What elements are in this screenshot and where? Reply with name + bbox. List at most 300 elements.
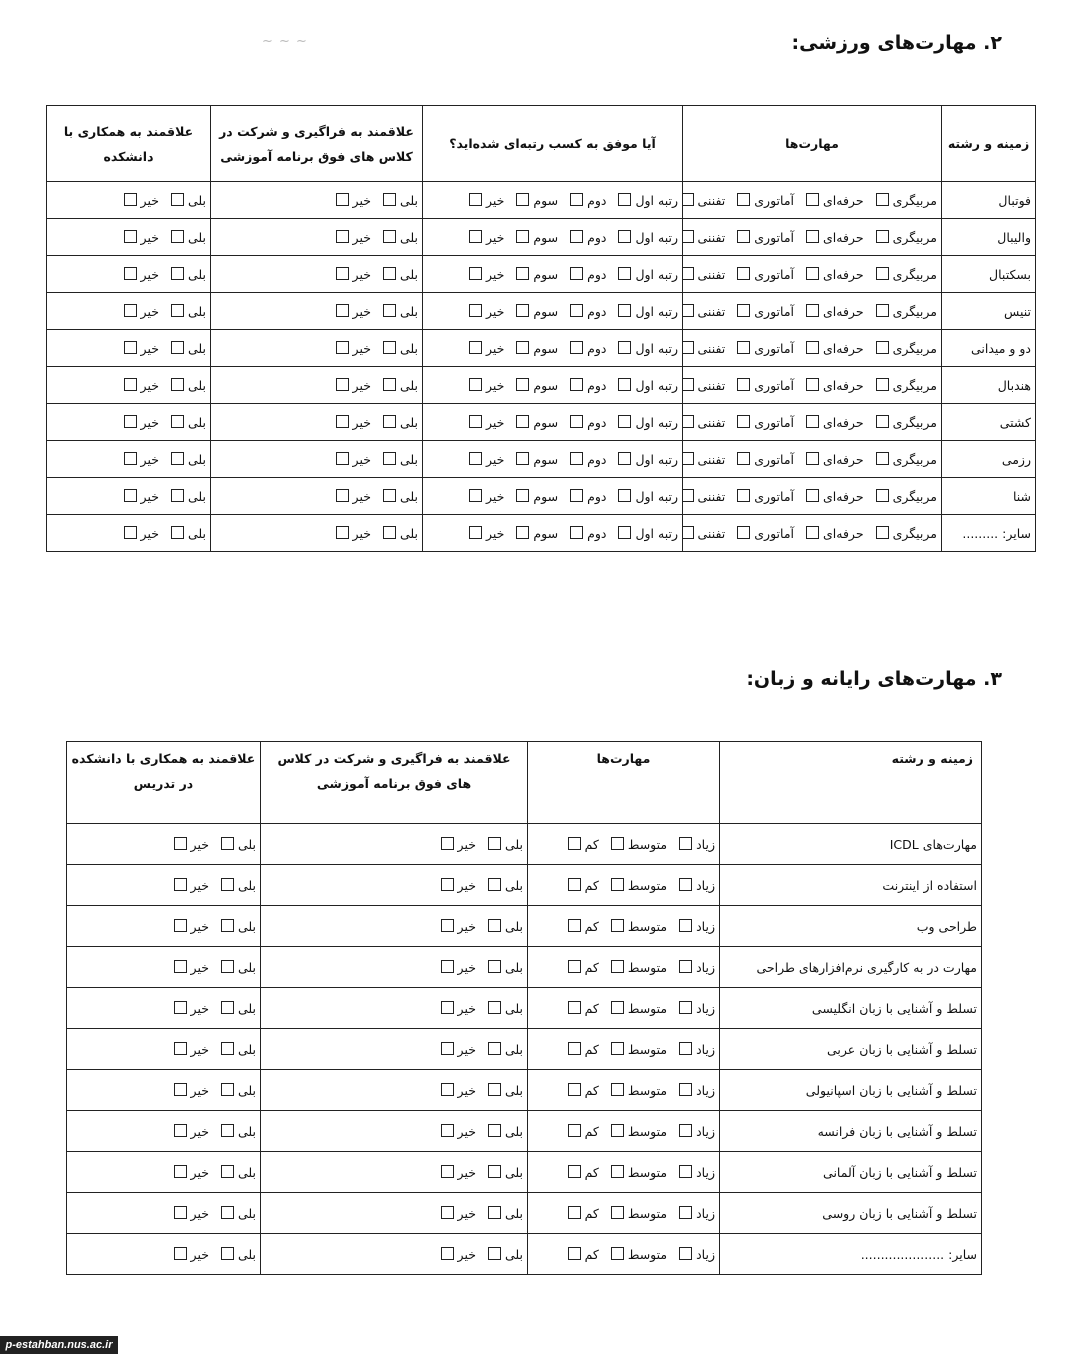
training-yesno-option[interactable] (381, 341, 418, 356)
rank-checkbox[interactable] (570, 526, 583, 539)
training-yesno-option[interactable] (334, 230, 371, 245)
proficiency-checkbox[interactable] (679, 837, 692, 850)
skill-level-checkbox[interactable] (683, 526, 694, 539)
cooperation-yesno-option[interactable] (172, 837, 209, 852)
skill-level-option[interactable] (874, 230, 937, 245)
rank-option[interactable] (616, 193, 678, 208)
rank-option[interactable] (568, 304, 606, 319)
cooperation-yesno-checkbox[interactable] (174, 919, 187, 932)
rank-checkbox[interactable] (516, 526, 529, 539)
rank-option[interactable] (514, 267, 558, 282)
rank-checkbox[interactable] (516, 341, 529, 354)
proficiency-option[interactable] (566, 1165, 599, 1180)
skill-level-checkbox[interactable] (876, 341, 889, 354)
rank-option[interactable] (616, 304, 678, 319)
skill-level-checkbox[interactable] (683, 341, 694, 354)
cooperation-yesno-checkbox[interactable] (171, 452, 184, 465)
training-yesno-checkbox[interactable] (488, 1165, 501, 1178)
cooperation-yesno-option[interactable] (169, 415, 206, 430)
skill-level-option[interactable] (874, 452, 937, 467)
cooperation-yesno-option[interactable] (169, 452, 206, 467)
training-yesno-option[interactable] (439, 1001, 476, 1016)
training-yesno-option[interactable] (486, 1247, 523, 1262)
skill-level-checkbox[interactable] (806, 452, 819, 465)
skill-level-checkbox[interactable] (806, 193, 819, 206)
cooperation-yesno-checkbox[interactable] (174, 1247, 187, 1260)
proficiency-option[interactable] (677, 1206, 715, 1221)
skill-level-option[interactable] (683, 267, 726, 282)
rank-option[interactable] (616, 526, 678, 541)
training-yesno-checkbox[interactable] (488, 1124, 501, 1137)
cooperation-yesno-checkbox[interactable] (124, 304, 137, 317)
training-yesno-option[interactable] (381, 267, 418, 282)
cooperation-yesno-option[interactable] (122, 341, 159, 356)
proficiency-checkbox[interactable] (611, 919, 624, 932)
proficiency-option[interactable] (609, 1165, 667, 1180)
cooperation-yesno-option[interactable] (219, 1165, 256, 1180)
cooperation-yesno-option[interactable] (172, 960, 209, 975)
training-yesno-option[interactable] (381, 526, 418, 541)
rank-checkbox[interactable] (618, 452, 631, 465)
training-yesno-checkbox[interactable] (383, 304, 396, 317)
training-yesno-option[interactable] (381, 230, 418, 245)
skill-level-option[interactable] (874, 304, 937, 319)
skill-level-checkbox[interactable] (876, 452, 889, 465)
rank-checkbox[interactable] (618, 230, 631, 243)
skill-level-checkbox[interactable] (737, 230, 750, 243)
skill-level-checkbox[interactable] (806, 341, 819, 354)
training-yesno-option[interactable] (439, 1206, 476, 1221)
training-yesno-option[interactable] (486, 837, 523, 852)
proficiency-option[interactable] (609, 1247, 667, 1262)
skill-level-option[interactable] (874, 378, 937, 393)
rank-option[interactable] (514, 341, 558, 356)
training-yesno-checkbox[interactable] (383, 452, 396, 465)
training-yesno-option[interactable] (439, 1247, 476, 1262)
cooperation-yesno-checkbox[interactable] (171, 378, 184, 391)
skill-level-checkbox[interactable] (806, 230, 819, 243)
proficiency-checkbox[interactable] (611, 1165, 624, 1178)
proficiency-checkbox[interactable] (568, 1247, 581, 1260)
cooperation-yesno-checkbox[interactable] (174, 878, 187, 891)
rank-checkbox[interactable] (618, 193, 631, 206)
proficiency-checkbox[interactable] (611, 960, 624, 973)
proficiency-option[interactable] (566, 1042, 599, 1057)
rank-option[interactable] (568, 526, 606, 541)
skill-level-checkbox[interactable] (683, 193, 694, 206)
proficiency-option[interactable] (609, 878, 667, 893)
skill-level-checkbox[interactable] (876, 193, 889, 206)
training-yesno-option[interactable] (381, 378, 418, 393)
cooperation-yesno-checkbox[interactable] (171, 489, 184, 502)
training-yesno-option[interactable] (486, 1042, 523, 1057)
cooperation-yesno-option[interactable] (169, 267, 206, 282)
cooperation-yesno-checkbox[interactable] (221, 1165, 234, 1178)
proficiency-checkbox[interactable] (679, 1001, 692, 1014)
cooperation-yesno-option[interactable] (172, 878, 209, 893)
skill-level-option[interactable] (735, 341, 794, 356)
proficiency-checkbox[interactable] (679, 878, 692, 891)
proficiency-checkbox[interactable] (568, 1124, 581, 1137)
rank-checkbox[interactable] (570, 267, 583, 280)
proficiency-option[interactable] (566, 1206, 599, 1221)
proficiency-option[interactable] (677, 1165, 715, 1180)
cooperation-yesno-checkbox[interactable] (174, 1083, 187, 1096)
rank-checkbox[interactable] (516, 267, 529, 280)
proficiency-checkbox[interactable] (568, 837, 581, 850)
rank-checkbox[interactable] (469, 193, 482, 206)
cooperation-yesno-checkbox[interactable] (124, 378, 137, 391)
training-yesno-checkbox[interactable] (441, 919, 454, 932)
skill-level-checkbox[interactable] (876, 415, 889, 428)
cooperation-yesno-checkbox[interactable] (221, 1083, 234, 1096)
cooperation-yesno-option[interactable] (219, 1124, 256, 1139)
skill-level-checkbox[interactable] (876, 489, 889, 502)
cooperation-yesno-checkbox[interactable] (221, 1042, 234, 1055)
rank-checkbox[interactable] (469, 526, 482, 539)
training-yesno-option[interactable] (486, 878, 523, 893)
skill-level-option[interactable] (874, 341, 937, 356)
skill-level-option[interactable] (683, 378, 726, 393)
proficiency-checkbox[interactable] (568, 1165, 581, 1178)
skill-level-checkbox[interactable] (876, 526, 889, 539)
skill-level-option[interactable] (683, 304, 726, 319)
rank-checkbox[interactable] (618, 489, 631, 502)
training-yesno-checkbox[interactable] (441, 1001, 454, 1014)
rank-option[interactable] (467, 341, 504, 356)
training-yesno-checkbox[interactable] (383, 415, 396, 428)
skill-level-checkbox[interactable] (737, 526, 750, 539)
training-yesno-checkbox[interactable] (488, 878, 501, 891)
cooperation-yesno-option[interactable] (169, 489, 206, 504)
proficiency-option[interactable] (609, 1001, 667, 1016)
cooperation-yesno-option[interactable] (169, 378, 206, 393)
training-yesno-checkbox[interactable] (488, 1083, 501, 1096)
rank-option[interactable] (568, 193, 606, 208)
rank-option[interactable] (616, 415, 678, 430)
training-yesno-option[interactable] (381, 415, 418, 430)
skill-level-option[interactable] (735, 526, 794, 541)
cooperation-yesno-option[interactable] (122, 267, 159, 282)
skill-level-checkbox[interactable] (737, 304, 750, 317)
rank-checkbox[interactable] (469, 415, 482, 428)
cooperation-yesno-option[interactable] (219, 1206, 256, 1221)
skill-level-option[interactable] (804, 230, 864, 245)
training-yesno-checkbox[interactable] (441, 1165, 454, 1178)
cooperation-yesno-checkbox[interactable] (221, 878, 234, 891)
proficiency-checkbox[interactable] (568, 878, 581, 891)
cooperation-yesno-option[interactable] (169, 341, 206, 356)
rank-option[interactable] (467, 193, 504, 208)
cooperation-yesno-option[interactable] (122, 230, 159, 245)
training-yesno-checkbox[interactable] (336, 267, 349, 280)
training-yesno-option[interactable] (381, 489, 418, 504)
rank-checkbox[interactable] (469, 341, 482, 354)
training-yesno-checkbox[interactable] (383, 193, 396, 206)
skill-level-checkbox[interactable] (806, 267, 819, 280)
cooperation-yesno-option[interactable] (219, 960, 256, 975)
training-yesno-option[interactable] (334, 304, 371, 319)
rank-option[interactable] (568, 489, 606, 504)
skill-level-option[interactable] (735, 267, 794, 282)
skill-level-option[interactable] (735, 378, 794, 393)
proficiency-checkbox[interactable] (679, 1206, 692, 1219)
cooperation-yesno-checkbox[interactable] (174, 1042, 187, 1055)
cooperation-yesno-checkbox[interactable] (221, 837, 234, 850)
proficiency-checkbox[interactable] (611, 1206, 624, 1219)
skill-level-option[interactable] (804, 415, 864, 430)
training-yesno-option[interactable] (486, 1165, 523, 1180)
rank-option[interactable] (514, 526, 558, 541)
training-yesno-option[interactable] (334, 378, 371, 393)
proficiency-checkbox[interactable] (568, 1042, 581, 1055)
training-yesno-checkbox[interactable] (441, 1124, 454, 1137)
training-yesno-checkbox[interactable] (336, 489, 349, 502)
skill-level-option[interactable] (804, 341, 864, 356)
proficiency-option[interactable] (566, 1247, 599, 1262)
cooperation-yesno-option[interactable] (122, 526, 159, 541)
cooperation-yesno-option[interactable] (172, 1165, 209, 1180)
training-yesno-checkbox[interactable] (336, 230, 349, 243)
rank-option[interactable] (616, 230, 678, 245)
proficiency-option[interactable] (609, 1042, 667, 1057)
rank-option[interactable] (514, 415, 558, 430)
training-yesno-option[interactable] (439, 1042, 476, 1057)
cooperation-yesno-checkbox[interactable] (221, 1124, 234, 1137)
training-yesno-option[interactable] (334, 415, 371, 430)
skill-level-checkbox[interactable] (683, 452, 694, 465)
training-yesno-checkbox[interactable] (488, 1042, 501, 1055)
skill-level-option[interactable] (735, 415, 794, 430)
cooperation-yesno-option[interactable] (219, 1042, 256, 1057)
training-yesno-option[interactable] (439, 919, 476, 934)
training-yesno-option[interactable] (334, 452, 371, 467)
skill-level-option[interactable] (804, 267, 864, 282)
cooperation-yesno-checkbox[interactable] (174, 837, 187, 850)
training-yesno-option[interactable] (334, 526, 371, 541)
proficiency-option[interactable] (566, 960, 599, 975)
training-yesno-checkbox[interactable] (441, 1247, 454, 1260)
cooperation-yesno-option[interactable] (219, 878, 256, 893)
proficiency-option[interactable] (566, 878, 599, 893)
cooperation-yesno-checkbox[interactable] (171, 304, 184, 317)
cooperation-yesno-checkbox[interactable] (124, 452, 137, 465)
proficiency-option[interactable] (677, 1042, 715, 1057)
skill-level-option[interactable] (683, 230, 726, 245)
rank-checkbox[interactable] (618, 378, 631, 391)
skill-level-checkbox[interactable] (806, 526, 819, 539)
rank-checkbox[interactable] (570, 341, 583, 354)
skill-level-option[interactable] (874, 526, 937, 541)
skill-level-checkbox[interactable] (683, 378, 694, 391)
training-yesno-checkbox[interactable] (336, 378, 349, 391)
cooperation-yesno-option[interactable] (219, 1083, 256, 1098)
skill-level-option[interactable] (804, 304, 864, 319)
rank-checkbox[interactable] (618, 304, 631, 317)
proficiency-option[interactable] (609, 960, 667, 975)
proficiency-option[interactable] (609, 1124, 667, 1139)
rank-checkbox[interactable] (469, 452, 482, 465)
skill-level-option[interactable] (683, 341, 726, 356)
cooperation-yesno-checkbox[interactable] (124, 415, 137, 428)
cooperation-yesno-checkbox[interactable] (171, 341, 184, 354)
rank-checkbox[interactable] (570, 452, 583, 465)
skill-level-checkbox[interactable] (876, 267, 889, 280)
cooperation-yesno-checkbox[interactable] (174, 1001, 187, 1014)
training-yesno-option[interactable] (381, 193, 418, 208)
training-yesno-option[interactable] (486, 1206, 523, 1221)
cooperation-yesno-option[interactable] (172, 1206, 209, 1221)
rank-checkbox[interactable] (570, 230, 583, 243)
training-yesno-checkbox[interactable] (336, 415, 349, 428)
training-yesno-checkbox[interactable] (488, 1247, 501, 1260)
cooperation-yesno-option[interactable] (169, 526, 206, 541)
skill-level-checkbox[interactable] (806, 415, 819, 428)
rank-option[interactable] (467, 526, 504, 541)
cooperation-yesno-option[interactable] (172, 1247, 209, 1262)
training-yesno-checkbox[interactable] (383, 489, 396, 502)
training-yesno-option[interactable] (381, 452, 418, 467)
cooperation-yesno-checkbox[interactable] (171, 193, 184, 206)
training-yesno-checkbox[interactable] (488, 837, 501, 850)
proficiency-option[interactable] (566, 837, 599, 852)
training-yesno-checkbox[interactable] (441, 960, 454, 973)
skill-level-checkbox[interactable] (876, 304, 889, 317)
rank-option[interactable] (514, 193, 558, 208)
training-yesno-option[interactable] (439, 1124, 476, 1139)
training-yesno-checkbox[interactable] (336, 341, 349, 354)
training-yesno-checkbox[interactable] (441, 837, 454, 850)
training-yesno-checkbox[interactable] (488, 1001, 501, 1014)
skill-level-option[interactable] (874, 267, 937, 282)
training-yesno-checkbox[interactable] (383, 341, 396, 354)
skill-level-checkbox[interactable] (683, 304, 694, 317)
skill-level-option[interactable] (874, 193, 937, 208)
cooperation-yesno-option[interactable] (172, 919, 209, 934)
cooperation-yesno-option[interactable] (219, 837, 256, 852)
proficiency-checkbox[interactable] (568, 1001, 581, 1014)
rank-option[interactable] (467, 452, 504, 467)
skill-level-option[interactable] (735, 193, 794, 208)
training-yesno-option[interactable] (486, 1083, 523, 1098)
rank-option[interactable] (616, 267, 678, 282)
rank-checkbox[interactable] (570, 378, 583, 391)
skill-level-checkbox[interactable] (737, 415, 750, 428)
training-yesno-checkbox[interactable] (488, 919, 501, 932)
skill-level-checkbox[interactable] (876, 378, 889, 391)
cooperation-yesno-checkbox[interactable] (124, 341, 137, 354)
skill-level-checkbox[interactable] (737, 452, 750, 465)
rank-checkbox[interactable] (469, 230, 482, 243)
rank-checkbox[interactable] (516, 415, 529, 428)
cooperation-yesno-checkbox[interactable] (171, 230, 184, 243)
rank-option[interactable] (514, 230, 558, 245)
training-yesno-option[interactable] (439, 1165, 476, 1180)
cooperation-yesno-checkbox[interactable] (124, 193, 137, 206)
training-yesno-option[interactable] (334, 267, 371, 282)
cooperation-yesno-checkbox[interactable] (221, 1001, 234, 1014)
cooperation-yesno-checkbox[interactable] (124, 267, 137, 280)
cooperation-yesno-checkbox[interactable] (221, 960, 234, 973)
cooperation-yesno-checkbox[interactable] (124, 526, 137, 539)
rank-option[interactable] (568, 452, 606, 467)
skill-level-option[interactable] (683, 452, 726, 467)
training-yesno-checkbox[interactable] (441, 1083, 454, 1096)
proficiency-option[interactable] (677, 919, 715, 934)
proficiency-checkbox[interactable] (568, 919, 581, 932)
training-yesno-checkbox[interactable] (336, 304, 349, 317)
skill-level-option[interactable] (804, 489, 864, 504)
cooperation-yesno-checkbox[interactable] (221, 919, 234, 932)
cooperation-yesno-checkbox[interactable] (124, 489, 137, 502)
rank-option[interactable] (616, 489, 678, 504)
rank-option[interactable] (568, 267, 606, 282)
skill-level-option[interactable] (874, 489, 937, 504)
training-yesno-checkbox[interactable] (383, 378, 396, 391)
skill-level-option[interactable] (804, 193, 864, 208)
proficiency-checkbox[interactable] (611, 878, 624, 891)
training-yesno-option[interactable] (334, 193, 371, 208)
proficiency-option[interactable] (609, 919, 667, 934)
cooperation-yesno-checkbox[interactable] (171, 526, 184, 539)
proficiency-option[interactable] (677, 837, 715, 852)
rank-checkbox[interactable] (618, 415, 631, 428)
rank-option[interactable] (467, 378, 504, 393)
training-yesno-option[interactable] (381, 304, 418, 319)
rank-option[interactable] (568, 378, 606, 393)
training-yesno-checkbox[interactable] (441, 1042, 454, 1055)
skill-level-checkbox[interactable] (683, 489, 694, 502)
proficiency-option[interactable] (566, 1124, 599, 1139)
rank-option[interactable] (616, 452, 678, 467)
rank-checkbox[interactable] (469, 489, 482, 502)
cooperation-yesno-option[interactable] (172, 1042, 209, 1057)
proficiency-checkbox[interactable] (568, 1083, 581, 1096)
proficiency-option[interactable] (566, 1001, 599, 1016)
cooperation-yesno-option[interactable] (122, 415, 159, 430)
rank-checkbox[interactable] (570, 193, 583, 206)
cooperation-yesno-option[interactable] (219, 1001, 256, 1016)
skill-level-checkbox[interactable] (737, 378, 750, 391)
proficiency-option[interactable] (677, 878, 715, 893)
training-yesno-checkbox[interactable] (383, 267, 396, 280)
rank-checkbox[interactable] (516, 378, 529, 391)
skill-level-checkbox[interactable] (737, 489, 750, 502)
skill-level-option[interactable] (683, 526, 726, 541)
rank-checkbox[interactable] (469, 378, 482, 391)
training-yesno-option[interactable] (439, 1083, 476, 1098)
proficiency-option[interactable] (566, 919, 599, 934)
cooperation-yesno-checkbox[interactable] (171, 415, 184, 428)
cooperation-yesno-option[interactable] (122, 489, 159, 504)
proficiency-option[interactable] (677, 1083, 715, 1098)
cooperation-yesno-checkbox[interactable] (174, 960, 187, 973)
proficiency-checkbox[interactable] (611, 1083, 624, 1096)
cooperation-yesno-checkbox[interactable] (174, 1165, 187, 1178)
rank-option[interactable] (467, 489, 504, 504)
rank-option[interactable] (514, 489, 558, 504)
training-yesno-checkbox[interactable] (336, 193, 349, 206)
rank-checkbox[interactable] (469, 267, 482, 280)
skill-level-option[interactable] (683, 489, 726, 504)
proficiency-option[interactable] (566, 1083, 599, 1098)
rank-option[interactable] (467, 267, 504, 282)
cooperation-yesno-option[interactable] (172, 1083, 209, 1098)
rank-option[interactable] (568, 341, 606, 356)
skill-level-checkbox[interactable] (683, 230, 694, 243)
rank-checkbox[interactable] (516, 489, 529, 502)
rank-checkbox[interactable] (570, 415, 583, 428)
